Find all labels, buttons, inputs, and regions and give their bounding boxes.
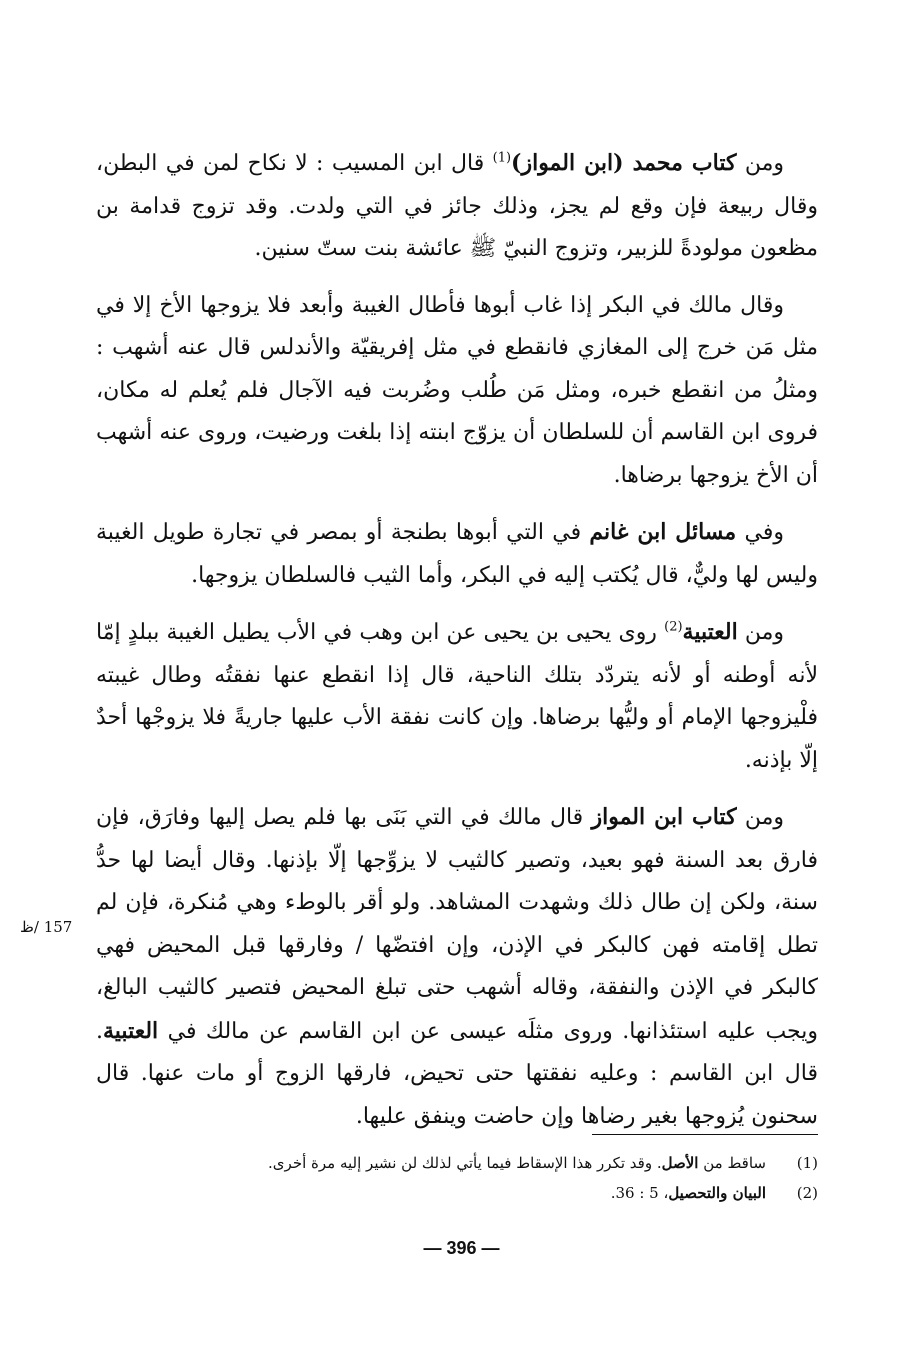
- text-run: . قال ابن القاسم : وعليه نفقتها حتى تحيض، فارقها الزوج أو مات عنها. قال سحنون يُزوجها بغير رضاها وإن حاضت وينفق عليها.: [96, 1018, 818, 1129]
- bold-run: الأصل: [661, 1154, 699, 1172]
- text-run: ساقط من: [698, 1154, 766, 1172]
- paragraph-2: [96, 285, 818, 498]
- text-run: قال مالك في التي بَنَى بها فلم يصل إليها وفارَق، فإن فارق بعد السنة فهو بعيد، وتصير كالثيب لا يزوِّجها إلّا بإذنها. وقال أيضا لها حدُّ سنة، ولكن إن طال ذلك وشهدت المشاهد. ولو أقر بالوطء وهي مُنكرة، فإن لم تطل إقامته فهن كالبكر في الإذن، وإن افتضّها / وفارقها قبل المحيض فهي كالبكر في الإذن والنفقة، وقاله أشهب حتى تبلغ المحيض فتصير كالثيب البالغ، ويجب عليه استئذانها. وروى مثلَه عيسى عن ابن القاسم عن مالك في: [96, 805, 818, 1044]
- paragraph-5: [96, 796, 818, 1138]
- text-run: ومن: [736, 151, 784, 176]
- bold-run: البيان والتحصيل: [668, 1184, 766, 1202]
- page-number: — 396 —: [423, 1238, 500, 1258]
- footnote-text: [268, 1148, 766, 1178]
- footnote-ref: (2): [664, 619, 683, 635]
- footnote-1: [96, 1148, 818, 1178]
- text-run: قال ابن المسيب : لا نكاح لمن في البطن، وقال ربيعة فإن وقع لم يجز، وذلك جائز في التي ولدت. وقد تزوج قدامة بن مظعون مولودةً للزبير، وتزوج النبيّ ﷺ عائشة بنت ستّ سنين.: [96, 151, 818, 261]
- main-text: [96, 142, 818, 1152]
- footnote-number: (1): [796, 1154, 818, 1172]
- footnotes: [96, 1148, 818, 1208]
- paragraph-3: [96, 511, 818, 597]
- bold-run: كتاب محمد (ابن المواز): [511, 150, 737, 176]
- footnote-ref: (1): [492, 150, 512, 166]
- text-run: ، 5 : 36.: [610, 1184, 669, 1202]
- text-run: في التي أبوها بطنجة أو بمصر في تجارة طويل الغيبة وليس لها وليٌّ، قال يُكتب إليه في البكر، وأما الثيب فالسلطان يزوجها.: [96, 520, 818, 588]
- text-run: . وقد تكرر هذا الإسقاط فيما يأتي لذلك لن نشير إليه مرة أخرى.: [268, 1154, 662, 1172]
- footnote-text: [611, 1178, 766, 1208]
- text-run: روى يحيى بن يحيى عن ابن وهب في الأب يطيل الغيبة ببلدٍ إمّا لأنه أوطنه أو لأنه يتردّد بتلك الناحية، قال إذا انقطع عنها نفقتُه وطال غيبته فلْيزوجها الإمام أو وليُّها برضاها. وإن كانت نفقة الأب عليها جاريةً فلا يزوجْها أحدٌ إلّا بإذنه.: [96, 620, 818, 773]
- text-run: وفي: [736, 520, 784, 545]
- bold-run: العتبية: [682, 619, 738, 645]
- paragraph-4: [96, 611, 818, 782]
- text-run: وقال مالك في البكر إذا غاب أبوها فأطال الغيبة وأبعد فلا يزوجها الأخ إلا في مثل مَن خرج إلى المغازي فانقطع في مثل إفريقيّة والأندلس قال عنه أشهب : ومثلُ من انقطع خبره، ومثل مَن طُلب وضُربت فيه الآجال فلم يُعلم له مكان، فروى ابن القاسم أن للسلطان أن يزوّج ابنته إذا بلغت ورضيت، وروى عنه أشهب أن الأخ يزوجها برضاها.: [96, 292, 818, 488]
- text-run: ومن: [736, 805, 784, 830]
- bold-run: كتاب ابن المواز: [591, 804, 737, 830]
- bold-run: العتبية: [103, 1017, 159, 1044]
- manuscript-folio-note: 157 /ظ: [20, 918, 73, 936]
- footnote-2: [96, 1178, 818, 1208]
- footnote-divider: [592, 1134, 818, 1135]
- footnote-number: (2): [796, 1184, 818, 1202]
- paragraph-1: [96, 142, 818, 271]
- text-run: ومن: [737, 620, 785, 645]
- bold-run: مسائل ابن غانم: [589, 519, 737, 545]
